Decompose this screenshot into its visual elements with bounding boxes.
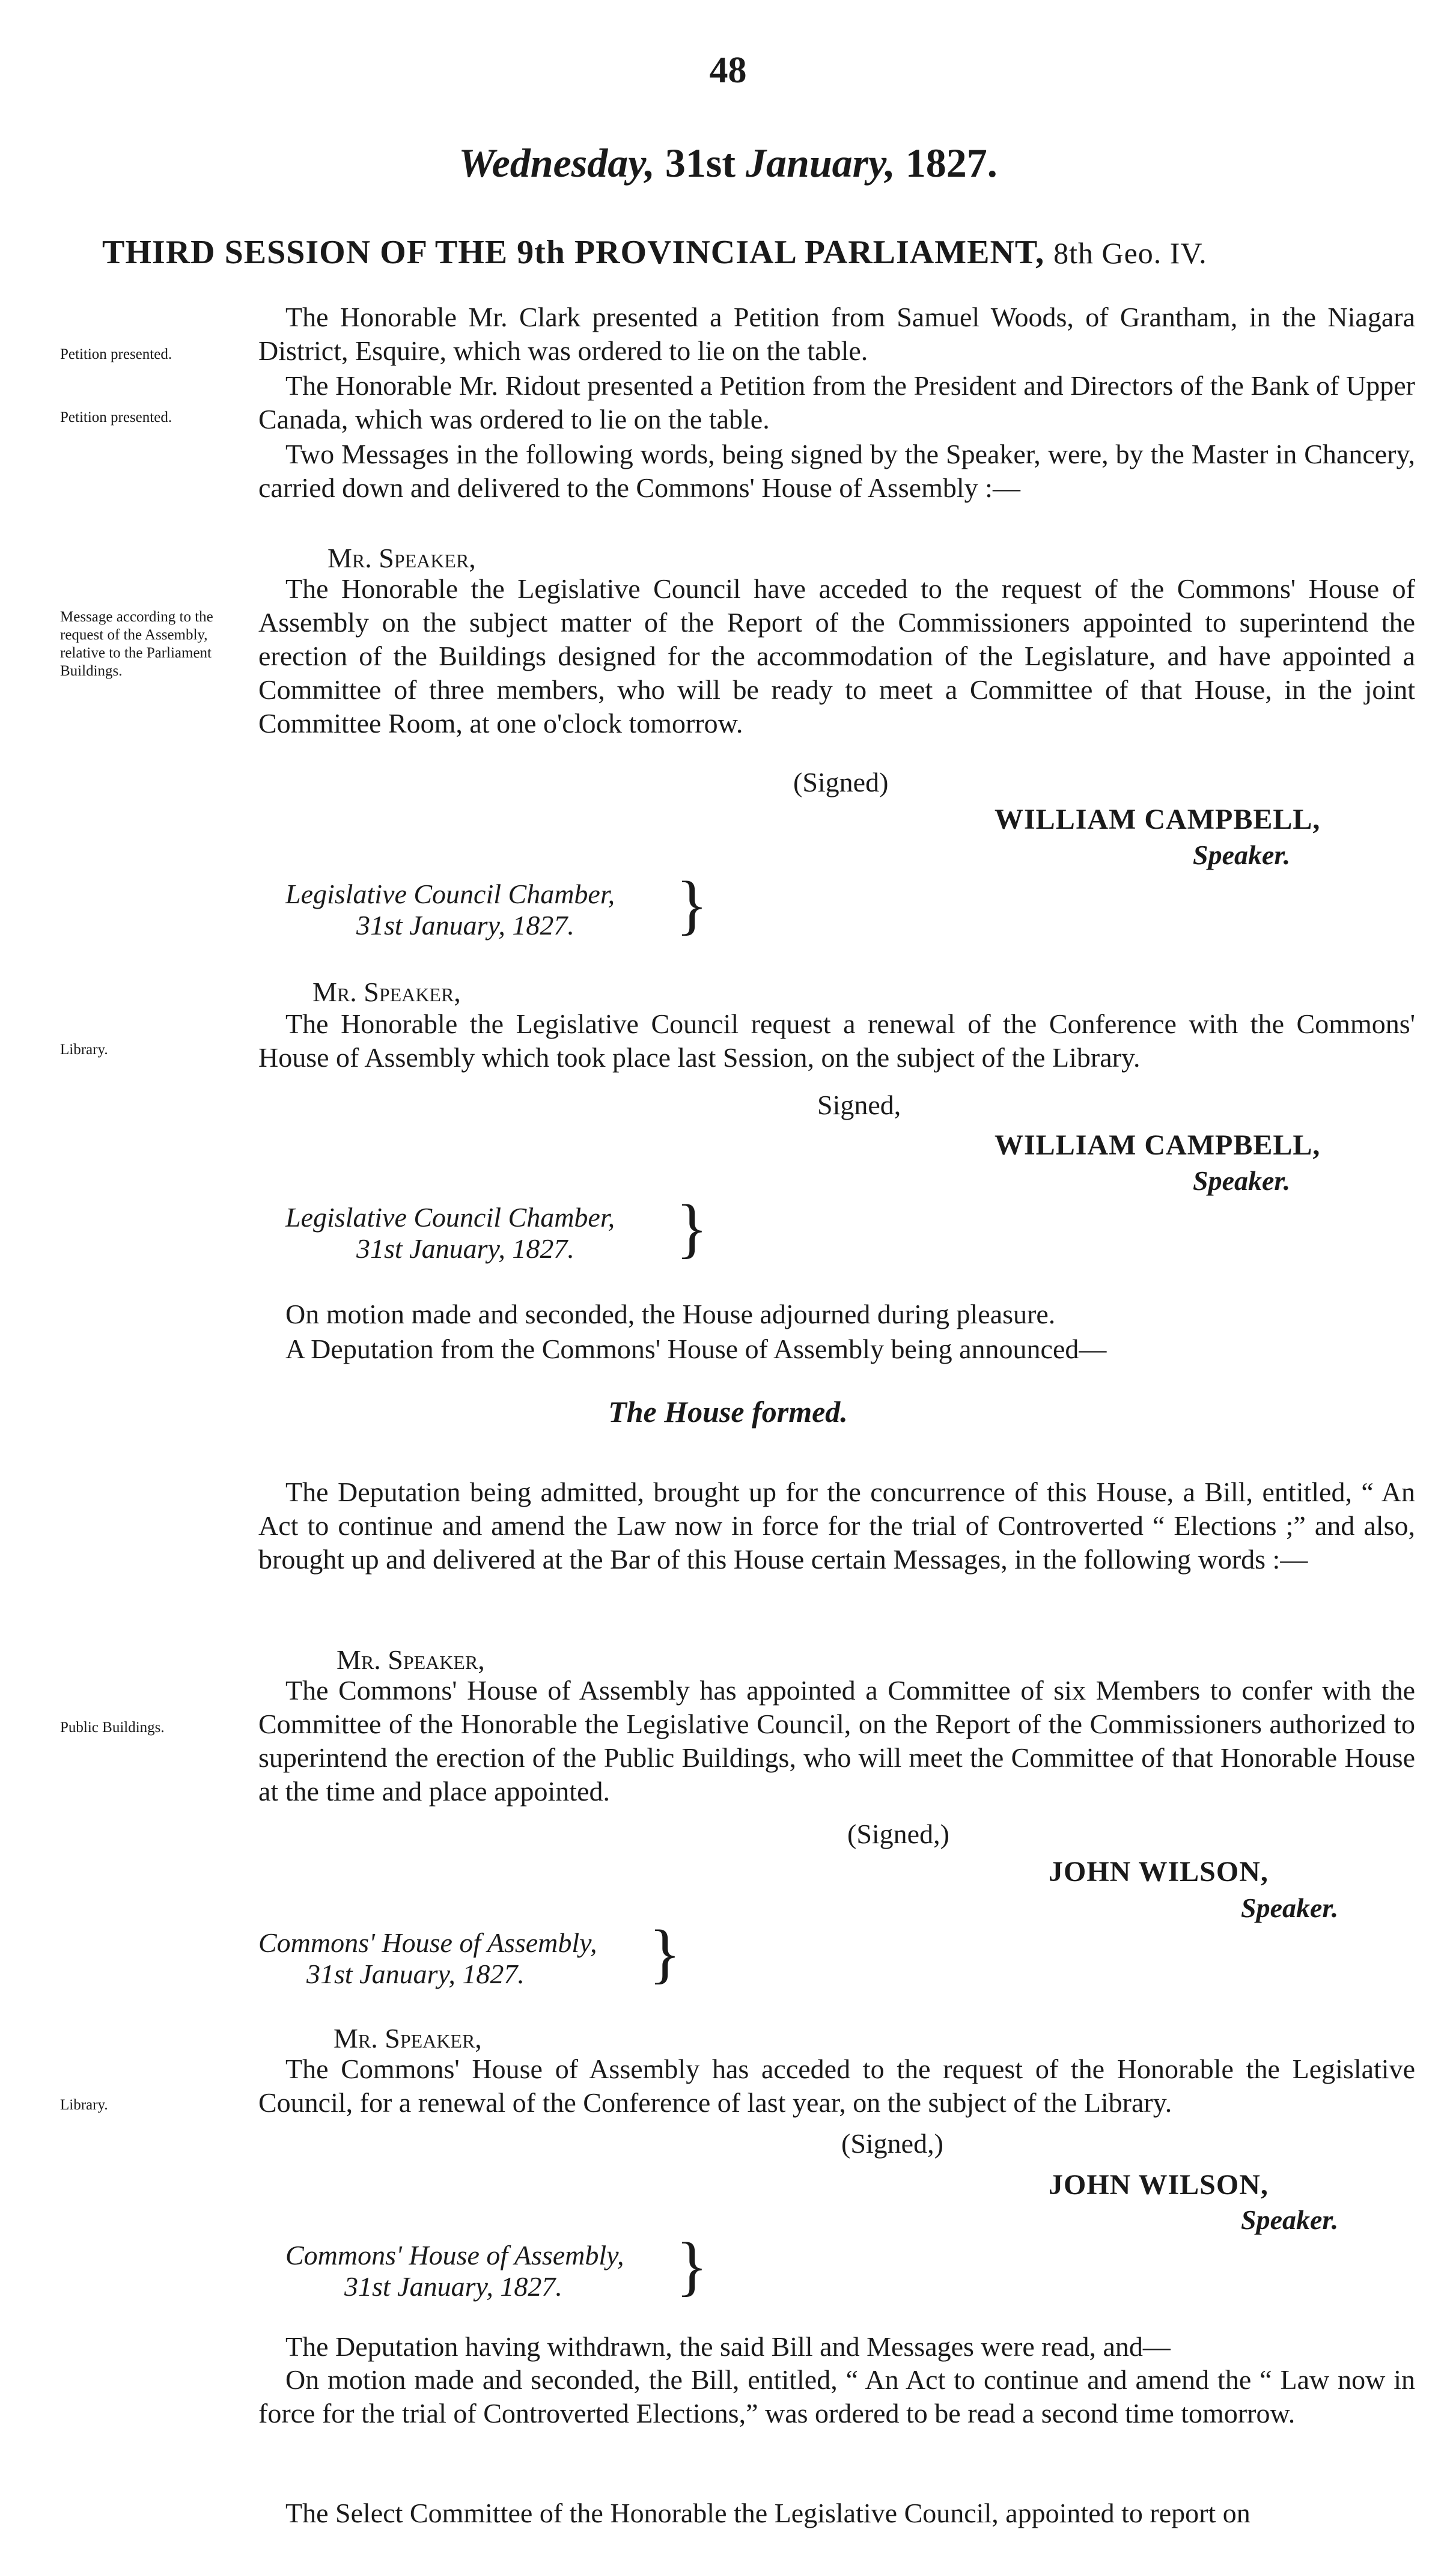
brace: } — [676, 2229, 708, 2302]
paragraph-deputation-admitted: The Deputation being admitted, brought up for the concurrence of this House, a Bill, entitled, “ An Act to continue and amend the Law now in force for the trial of Controverted “ Elections ;” and also, brought up and delivered at the Bar of this House certain Messages, in the following words :— — [258, 1477, 1415, 1575]
message-1-place: Legislative Council Chamber, — [285, 879, 615, 909]
message-2-salutation: Mr. Speaker, — [312, 977, 461, 1007]
page-number: 48 — [709, 50, 747, 91]
message-2-signed: Signed, — [817, 1090, 901, 1120]
message-2-place-block — [285, 1202, 615, 1264]
message-1-place-block — [285, 879, 615, 941]
message-3-signed: (Signed,) — [847, 1819, 949, 1849]
margin-note-petition-2: Petition presented. — [60, 409, 172, 425]
message-2-date: 31st January, 1827. — [356, 1233, 574, 1264]
session-reign: 8th Geo. IV. — [1053, 236, 1207, 270]
date-day: 31st — [665, 140, 736, 186]
message-4-signer: JOHN WILSON, — [1049, 2169, 1269, 2201]
margin-note-library-1: Library. — [60, 1042, 108, 1058]
message-1-signer-title: Speaker. — [1193, 840, 1291, 870]
margin-note-library-2: Library. — [60, 2097, 108, 2113]
message-2-signer-title: Speaker. — [1193, 1165, 1291, 1196]
message-4-salutation: Mr. Speaker, — [334, 2023, 482, 2054]
message-1-salutation: Mr. Speaker, — [327, 543, 476, 573]
message-3-body: The Commons' House of Assembly has appointed a Committee of six Members to confer with the Committee of the Honorable the Legislative Council, on the Report of the Commissioners authorized to superintend the erection of the Public Buildings, who will meet the Committee of that Honorable House at the time and place appointed. — [258, 1675, 1415, 1807]
paragraph-second-reading: On motion made and seconded, the Bill, entitled, “ An Act to continue and amend the “ Law now in force for the trial of Controverted Elections,” was ordered to be read a second time tomorrow. — [258, 2364, 1415, 2429]
message-4-place-block — [285, 2240, 624, 2302]
house-formed-heading: The House formed. — [608, 1395, 848, 1429]
message-2-body: The Honorable the Legislative Council request a renewal of the Conference with the Commons' House of Assembly which took place last Session, on the subject of the Library. — [258, 1008, 1415, 1073]
message-4-signed: (Signed,) — [841, 2128, 943, 2159]
message-3-signer: JOHN WILSON, — [1049, 1856, 1269, 1888]
message-4-place: Commons' House of Assembly, — [285, 2240, 624, 2271]
message-4-date: 31st January, 1827. — [344, 2271, 562, 2302]
session-title: THIRD SESSION OF THE 9th PROVINCIAL PARLIAMENT, — [102, 234, 1045, 271]
message-4-body: The Commons' House of Assembly has acceded to the request of the Honorable the Legislative Council, for a renewal of the Conference of last year, on the subject of the Library. — [258, 2054, 1415, 2118]
paragraph-deputation-announced: A Deputation from the Commons' House of Assembly being announced— — [285, 1334, 1107, 1364]
message-3-signer-title: Speaker. — [1241, 1892, 1339, 1923]
paragraph-deputation-withdrawn: The Deputation having withdrawn, the said Bill and Messages were read, and— — [285, 2331, 1171, 2362]
message-1-signer: WILLIAM CAMPBELL, — [995, 804, 1321, 835]
paragraph-petition-clark: The Honorable Mr. Clark presented a Petition from Samuel Woods, of Grantham, in the Niagara District, Esquire, which was ordered to lie on the table. — [258, 302, 1415, 366]
message-3-date: 31st January, 1827. — [306, 1959, 525, 1989]
message-2-place: Legislative Council Chamber, — [285, 1202, 615, 1233]
date-year: 1827. — [905, 140, 998, 186]
margin-note-petition-1: Petition presented. — [60, 346, 172, 362]
message-3-salutation: Mr. Speaker, — [337, 1644, 485, 1675]
message-1-signed: (Signed) — [793, 767, 889, 798]
message-3-place-block — [258, 1927, 597, 1990]
margin-note-public-buildings: Public Buildings. — [60, 1719, 165, 1736]
brace: } — [649, 1917, 681, 1990]
message-2-signer: WILLIAM CAMPBELL, — [995, 1129, 1321, 1161]
paragraph-select-committee: The Select Committee of the Honorable the Legislative Council, appointed to report on — [285, 2498, 1250, 2528]
message-1-date: 31st January, 1827. — [356, 910, 574, 941]
message-1-body: The Honorable the Legislative Council have acceded to the request of the Commons' House of Assembly on the subject matter of the Report of the Commissioners appointed to superintend the erection of the Buildings designed for the accommodation of the Legislature, and have appointed a Committee of three members, who will be ready to meet a Committee of that House, in the joint Committee Room, at one o'clock tomorrow. — [258, 573, 1415, 739]
paragraph-two-messages: Two Messages in the following words, being signed by the Speaker, were, by the Master in Chancery, carried down and delivered to the Commons' House of Assembly :— — [258, 439, 1415, 503]
message-3-place: Commons' House of Assembly, — [258, 1927, 597, 1958]
session-heading — [102, 233, 1376, 272]
brace: } — [676, 868, 708, 941]
paragraph-adjourned: On motion made and seconded, the House adjourned during pleasure. — [285, 1299, 1056, 1329]
message-4-signer-title: Speaker. — [1241, 2204, 1339, 2235]
margin-note-message: Message according to the request of the Assembly, relative to the Parliament Buildings. — [60, 609, 213, 679]
date-weekday: Wednesday, — [458, 140, 655, 186]
sitting-date — [0, 139, 1456, 187]
paragraph-petition-ridout: The Honorable Mr. Ridout presented a Petition from the President and Directors of the Bank of Upper Canada, which was ordered to lie on the table. — [258, 370, 1415, 435]
date-month: January, — [746, 140, 895, 186]
brace: } — [676, 1191, 708, 1264]
